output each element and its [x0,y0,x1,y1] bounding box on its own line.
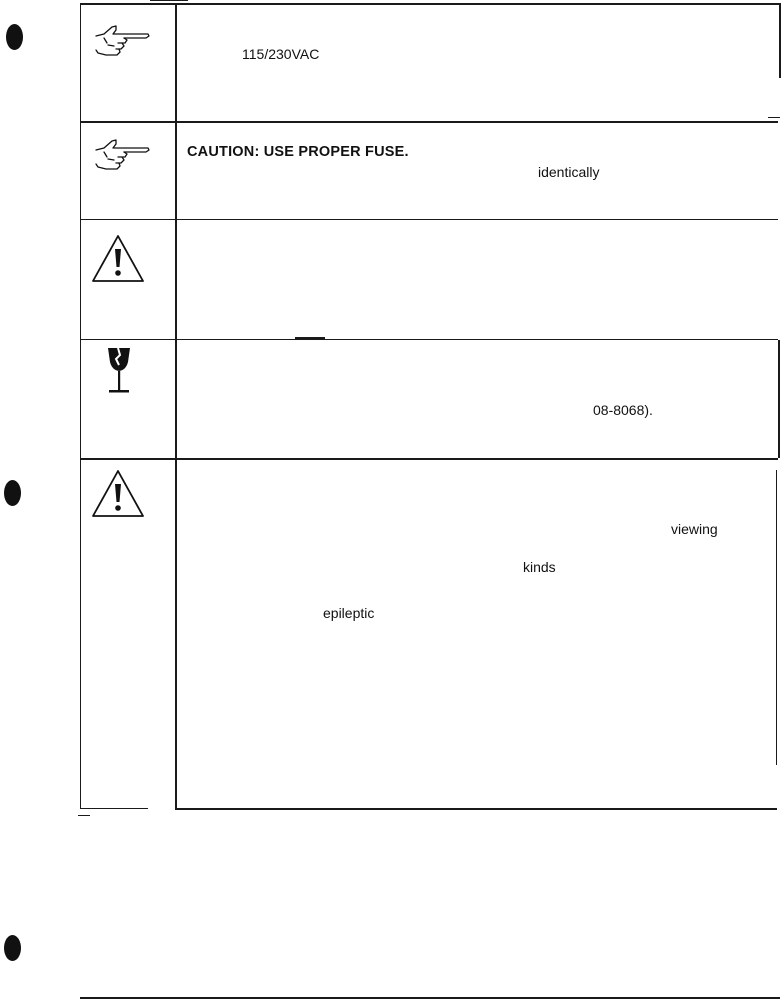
identically-text: identically [538,164,600,180]
row-separator-4 [80,458,778,460]
pointing-hand-icon [94,138,154,174]
epileptic-text: epileptic [323,605,375,621]
warning-triangle-icon [90,468,146,520]
column-divider [175,3,177,809]
pointing-hand-icon [94,24,154,60]
table-right-border-c [776,470,777,765]
row-separator-3-mark [295,337,325,339]
kinds-text: kinds [523,559,556,575]
row-separator-1 [80,121,778,123]
table-right-border-a [779,3,781,78]
voltage-text: 115/230VAC [242,46,320,62]
viewing-text: viewing [671,521,718,537]
table-bottom-left-stub [80,808,148,809]
binder-hole-bottom [4,935,21,961]
part-number-text: 08-8068). [593,402,653,418]
binder-hole-top [6,24,23,50]
table-bottom-border [175,808,777,810]
table-right-border-b [778,340,780,458]
row-separator-2 [80,219,778,220]
table-left-border [80,3,81,808]
binder-hole-middle [4,480,21,506]
fragile-glass-icon [104,346,134,396]
table-top-tick [150,0,188,1]
caution-heading: CAUTION: USE PROPER FUSE. [187,144,409,160]
footer-rule [80,997,780,999]
table-bottom-left-mark [78,815,90,816]
row-separator-1-edge [768,117,780,118]
warning-triangle-icon [90,233,146,285]
table-top-border [80,3,780,5]
row-separator-3 [80,339,778,340]
